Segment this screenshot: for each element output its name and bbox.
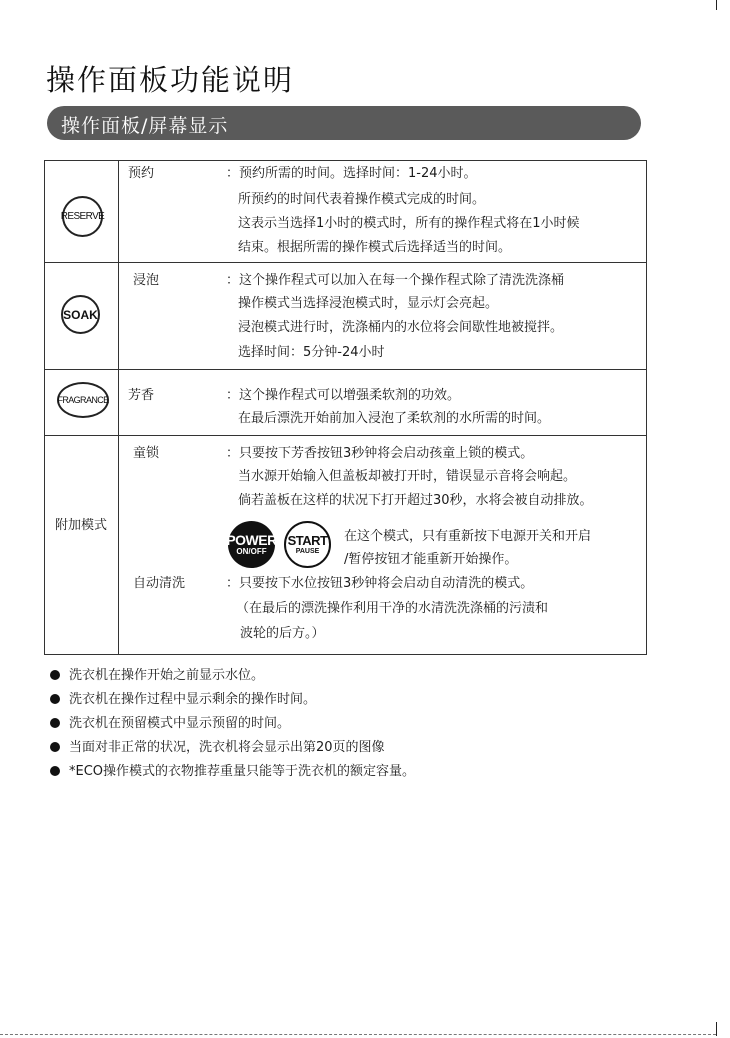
fragrance-desc-line: ：这个操作程式可以增强柔软剂的功效。 bbox=[226, 388, 461, 403]
crop-mark-top bbox=[716, 0, 717, 10]
reserve-label: 预约 bbox=[128, 166, 155, 181]
power-button-text: POWER bbox=[226, 532, 277, 548]
auto-clean-desc-line: 波轮的后方。） bbox=[240, 626, 325, 641]
section-banner bbox=[47, 106, 641, 140]
bullet-icon bbox=[50, 766, 60, 776]
soak-desc-line: ：这个操作程式可以加入在每一个操作程式除了清洗洗涤桶 bbox=[226, 273, 565, 288]
note-item bbox=[50, 716, 290, 732]
soak-desc-line: 操作模式当选择浸泡模式时，显示灯会亮起。 bbox=[238, 296, 499, 311]
soak-desc-line: 浸泡模式进行时，洗涤桶内的水位将会间歇性地被搅拌。 bbox=[238, 320, 564, 335]
note-text: 洗衣机在操作开始之前显示水位。 bbox=[69, 668, 265, 683]
reserve-desc-line: 结束。根据所需的操作模式后选择适当的时间。 bbox=[238, 240, 512, 255]
table-column-divider bbox=[118, 160, 119, 655]
note-text: 洗衣机在操作过程中显示剩余的操作时间。 bbox=[69, 692, 317, 707]
child-lock-desc-line: 倘若盖板在这样的状况下打开超过30秒，水将会被自动排放。 bbox=[238, 493, 593, 508]
note-item bbox=[50, 764, 415, 780]
bullet-icon bbox=[50, 742, 60, 752]
crop-mark-bottom bbox=[716, 1022, 717, 1036]
power-button-subtext: ON/OFF bbox=[236, 547, 267, 556]
reserve-desc-line: ：预约所需的时间。选择时间：1-24小时。 bbox=[226, 166, 477, 181]
note-item bbox=[50, 740, 385, 756]
soak-desc-line: 选择时间：5分钟-24小时 bbox=[238, 345, 385, 360]
start-button-subtext: PAUSE bbox=[295, 547, 320, 555]
page-title: 操作面板功能说明 bbox=[46, 63, 295, 97]
power-button-icon bbox=[228, 521, 275, 568]
fragrance-label: 芳香 bbox=[128, 388, 155, 403]
extra-modes-category: 附加模式 bbox=[55, 518, 108, 533]
start-button-text: START bbox=[287, 532, 328, 548]
reserve-desc-line: 这表示当选择1小时的模式时，所有的操作程式将在1小时候 bbox=[238, 216, 580, 231]
note-item bbox=[50, 692, 316, 708]
table-row-divider bbox=[44, 262, 647, 263]
auto-clean-desc-line: （在最后的漂洗操作利用干净的水清洗洗涤桶的污渍和 bbox=[236, 601, 549, 616]
page-cut-line bbox=[0, 1034, 716, 1035]
auto-clean-desc-line: ：只要按下水位按钮3秒钟将会启动自动清洗的模式。 bbox=[226, 576, 534, 591]
fragrance-desc-line: 在最后漂洗开始前加入浸泡了柔软剂的水所需的时间。 bbox=[238, 411, 551, 426]
bullet-icon bbox=[50, 694, 60, 704]
bullet-icon bbox=[50, 670, 60, 680]
start-pause-button-icon bbox=[284, 521, 331, 568]
note-text: 洗衣机在预留模式中显示预留的时间。 bbox=[69, 716, 291, 731]
soak-label: 浸泡 bbox=[133, 273, 160, 288]
button-note-line: 在这个模式，只有重新按下电源开关和开启 bbox=[344, 529, 592, 544]
auto-clean-label: 自动清洗 bbox=[133, 576, 186, 591]
soak-button-icon: SOAK bbox=[61, 295, 100, 334]
section-banner-title: 操作面板/屏幕显示 bbox=[61, 115, 229, 137]
note-text: 当面对非正常的状况，洗衣机将会显示出第20页的图像 bbox=[69, 740, 385, 755]
child-lock-desc-line: ：只要按下芳香按钮3秒钟将会启动孩童上锁的模式。 bbox=[226, 446, 534, 461]
table-row-divider bbox=[44, 435, 647, 436]
table-row-divider bbox=[44, 369, 647, 370]
reserve-button-icon: RESERVE bbox=[62, 196, 103, 237]
fragrance-button-icon: FRAGRANCE bbox=[57, 382, 109, 418]
child-lock-label: 童锁 bbox=[133, 446, 160, 461]
reserve-desc-line: 所预约的时间代表着操作模式完成的时间。 bbox=[238, 192, 486, 207]
child-lock-desc-line: 当水源开始输入但盖板却被打开时，错误显示音将会响起。 bbox=[238, 469, 577, 484]
note-text: *ECO操作模式的衣物推荐重量只能等于洗衣机的额定容量。 bbox=[69, 764, 416, 779]
bullet-icon bbox=[50, 718, 60, 728]
note-item bbox=[50, 668, 264, 684]
button-note-line: /暂停按钮才能重新开始操作。 bbox=[344, 552, 518, 567]
